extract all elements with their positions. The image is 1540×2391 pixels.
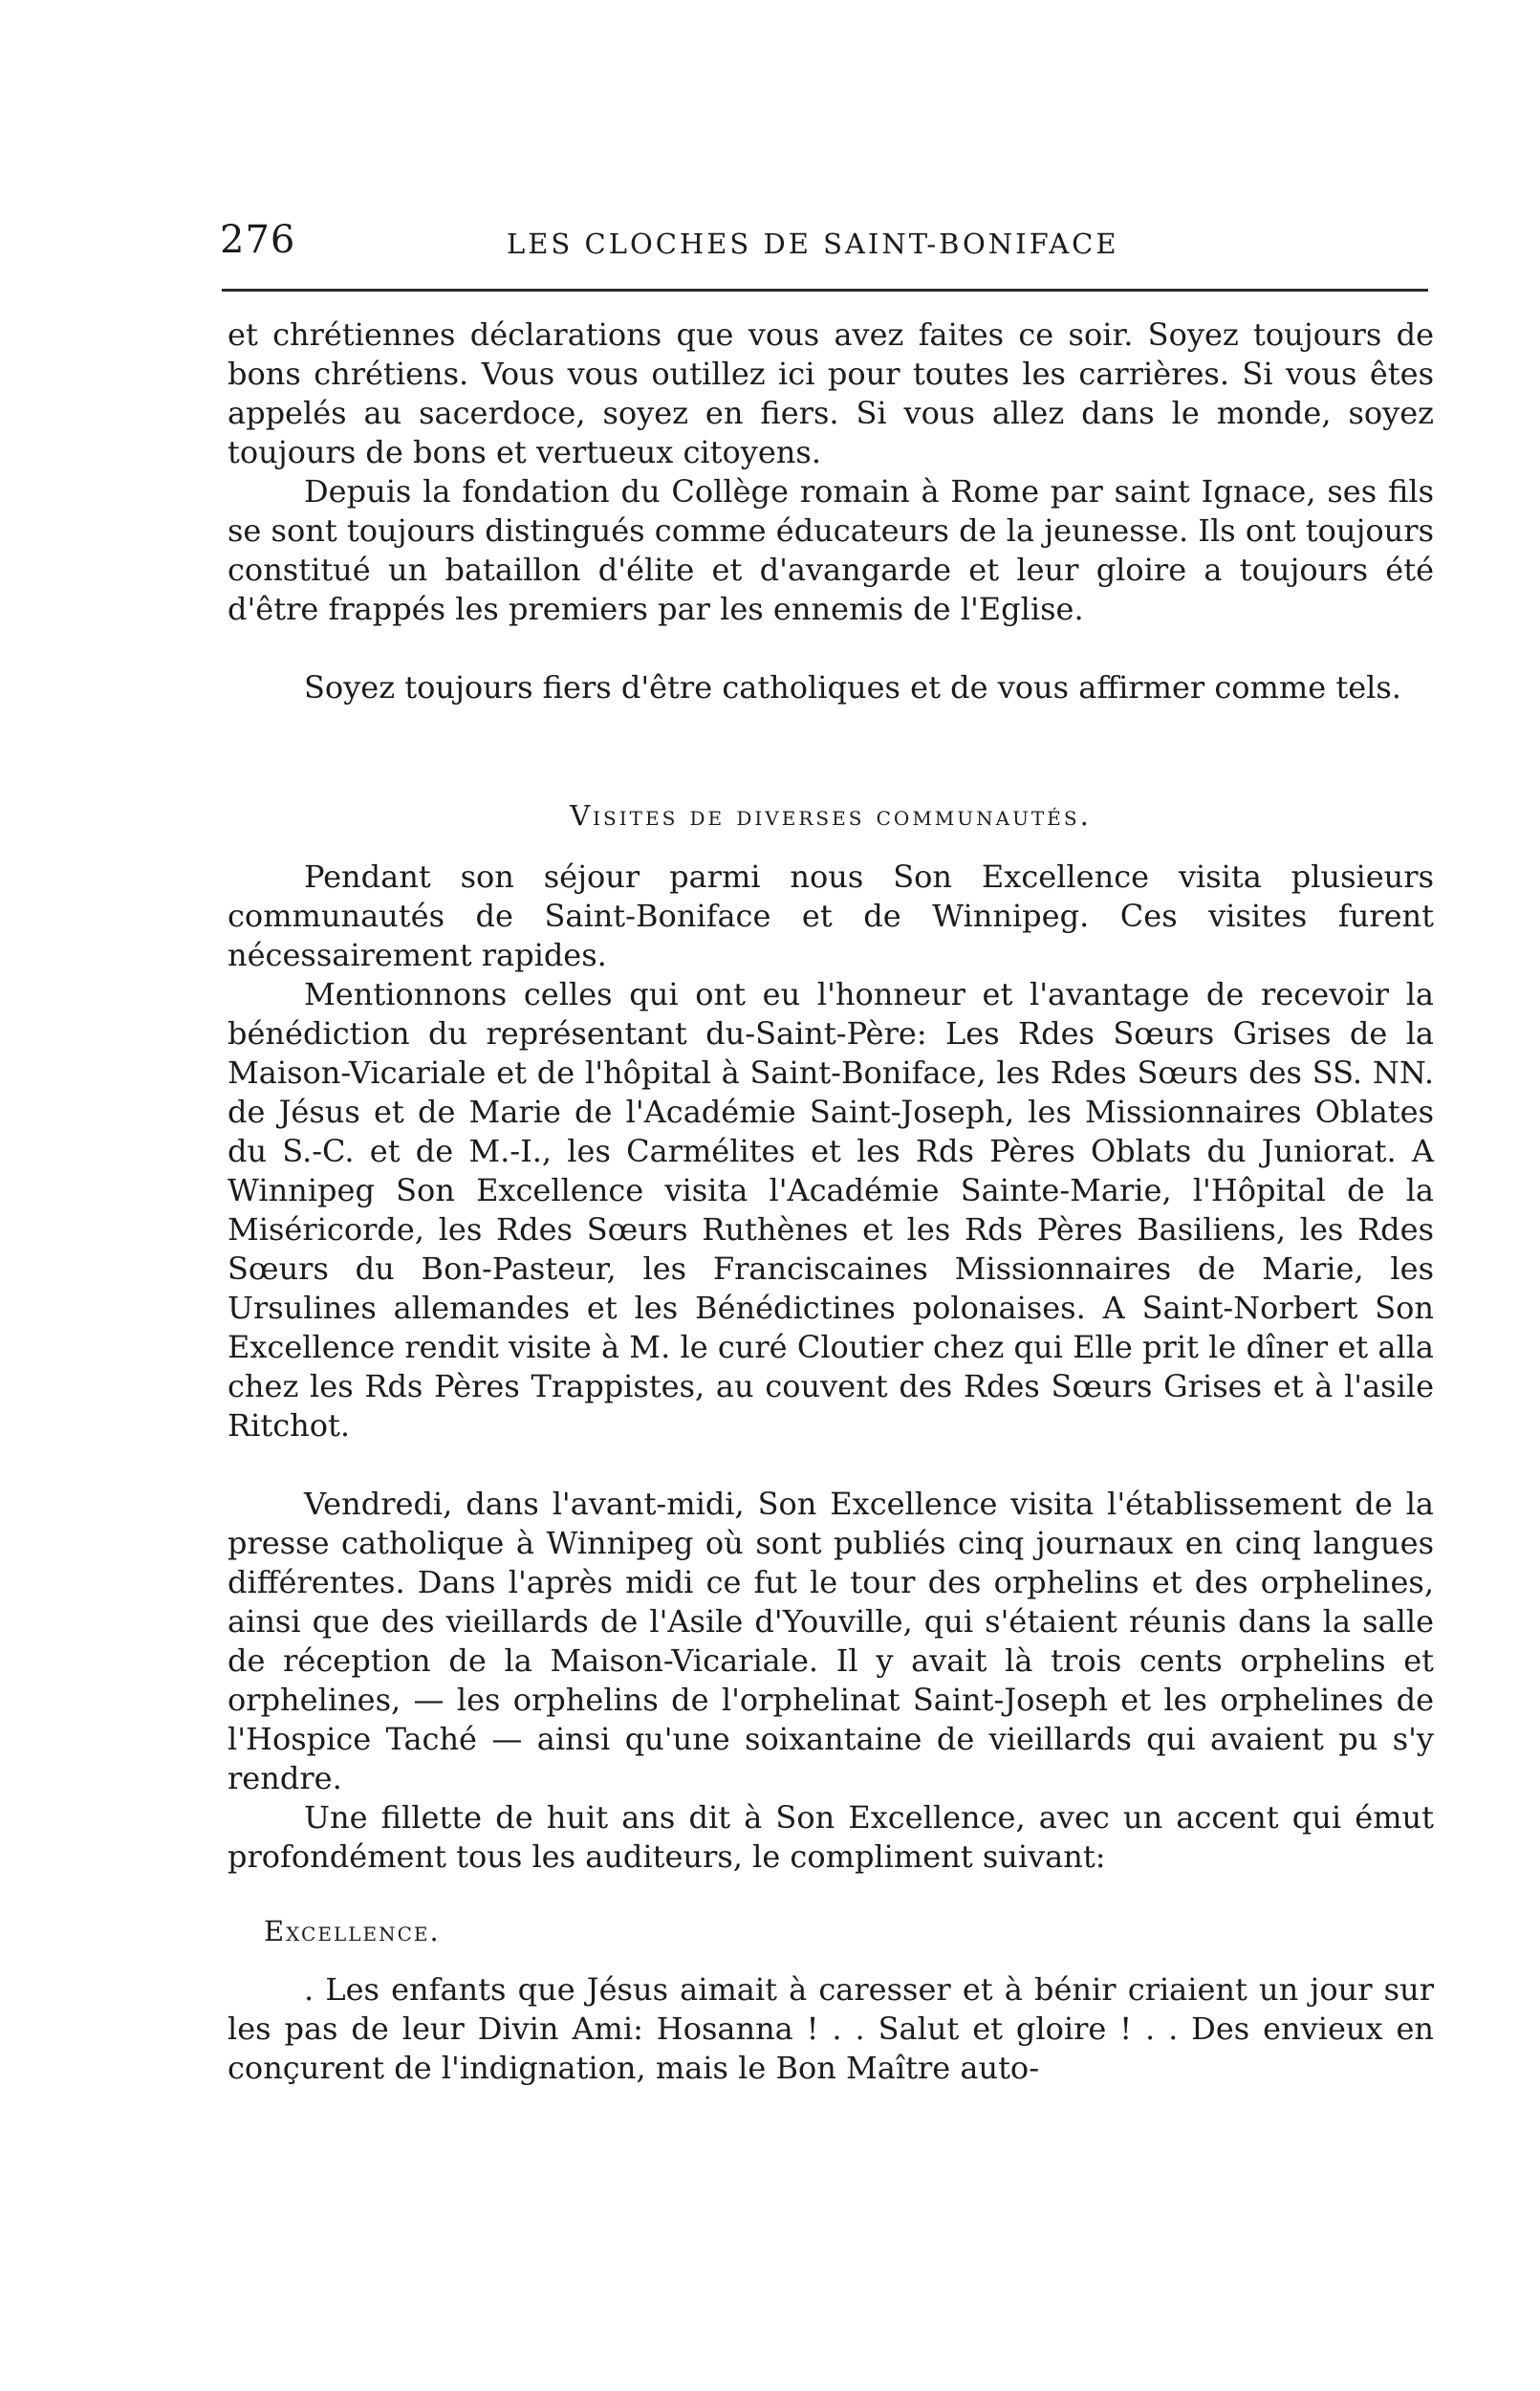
paragraph-2: Depuis la fondation du Collège romain à Rome par saint Ignace, ses fils se sont toujours distingués comme éducateurs de la jeunesse. Ils ont toujours constitué un bataillon d'élite et d'avangarde et leur gloire a toujours été d'être frappés les premiers par les ennemis de l'Eglise.: [228, 473, 1434, 627]
page-header: [220, 218, 1434, 275]
paragraph-6: Vendredi, dans l'avant-midi, Son Excellence visita l'établissement de la presse catholique à Winnipeg où sont publiés cinq journaux en cinq langues différentes. Dans l'après midi ce fut le tour des orphelins et des orphelines, ainsi que des vieillards de l'Asile d'Youville, qui s'étaient réunis dans la salle de réception de la Maison-Vicariale. Il y avait là trois cents orphelins et orphelines, — les orphelins de l'orphelinat Saint-Joseph et les orphelines de l'Hospice Taché — ainsi qu'une soixantaine de vieillards qui avaient pu s'y rendre.: [228, 1486, 1434, 1796]
paragraph-7: Une fillette de huit ans dit à Son Excellence, avec un accent qui émut profondément tous les auditeurs, le compliment suivant:: [228, 1799, 1434, 1875]
section-title: Visites de diverses communautés.: [570, 799, 1092, 832]
paragraph-4: Pendant son séjour parmi nous Son Excellence visita plusieurs communautés de Saint-Boniface et de Winnipeg. Ces visites furent nécessairement rapides.: [228, 859, 1434, 973]
paragraph-3: Soyez toujours fiers d'être catholiques et de vous affirmer comme tels.: [304, 669, 1401, 706]
page-number: 276: [220, 218, 296, 262]
excellence-heading: Excellence.: [264, 1915, 441, 1947]
paragraph-1: et chrétiennes déclarations que vous avez faites ce soir. Soyez toujours de bons chrétiens. Vous vous outillez ici pour toutes les carrières. Si vous êtes appelés au sacerdoce, soyez en fiers. Si vous allez dans le monde, soyez toujours de bons et vertueux citoyens.: [228, 316, 1434, 470]
header-rule: [222, 289, 1428, 292]
paragraph-5: Mentionnons celles qui ont eu l'honneur et l'avantage de recevoir la bénédiction du représentant du-Saint-Père: Les Rdes Sœurs Grises de la Maison-Vicariale et de l'hôpital à Saint-Boniface, les Rdes Sœurs des SS. NN. de Jésus et de Marie de l'Académie Saint-Joseph, les Missionnaires Oblates du S.-C. et de M.-I., les Carmélites et les Rds Pères Oblats du Juniorat. A Winnipeg Son Excellence visita l'Académie Sainte-Marie, l'Hôpital de la Miséricorde, les Rdes Sœurs Ruthènes et les Rds Pères Basiliens, les Rdes Sœurs du Bon-Pasteur, les Franciscaines Missionnaires de Marie, les Ursulines allemandes et les Bénédictines polonaises. A Saint-Norbert Son Excellence rendit visite à M. le curé Cloutier chez qui Elle prit le dîner et alla chez les Rds Pères Trappistes, au couvent des Rdes Sœurs Grises et à l'asile Ritchot.: [228, 976, 1434, 1444]
running-head: LES CLOCHES DE SAINT-BONIFACE: [507, 228, 1119, 260]
paragraph-8: . Les enfants que Jésus aimait à caresser et à bénir criaient un jour sur les pas de leur Divin Ami: Hosanna ! . . Salut et gloire ! . . Des envieux en conçurent de l'indignation, mais le Bon Maître auto-: [228, 1971, 1434, 2086]
